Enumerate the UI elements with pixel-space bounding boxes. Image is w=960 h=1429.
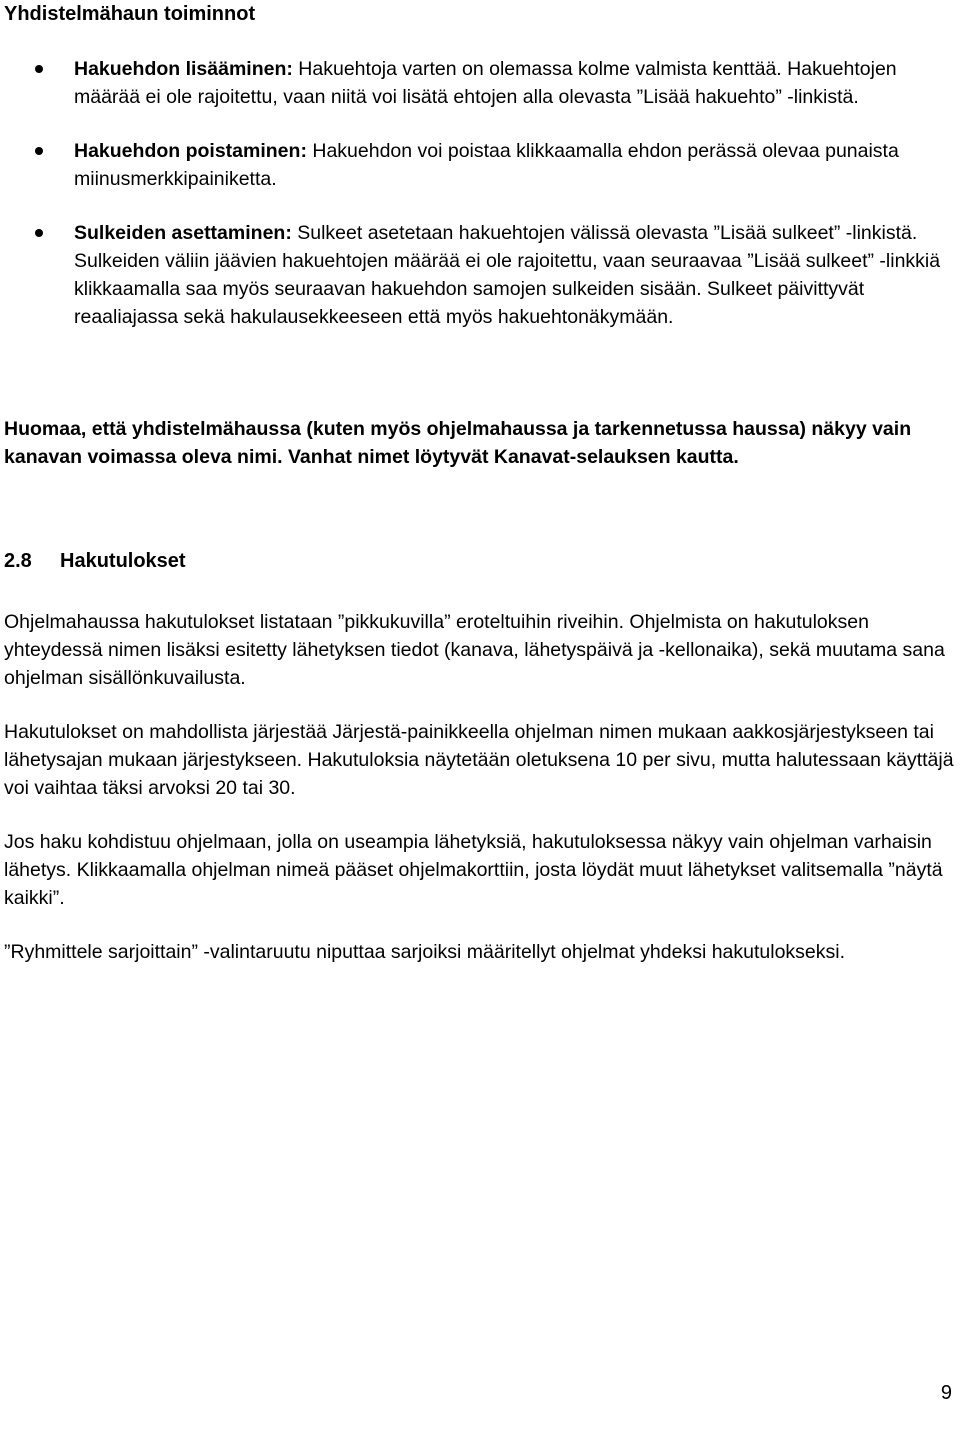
- document-page: [4, 0, 956, 1429]
- body-paragraph: ”Ryhmittele sarjoittain” -valintaruutu niputtaa sarjoiksi määritellyt ohjelmat yhdeksi hakutulokseksi.: [4, 941, 846, 963]
- body-paragraph: Jos haku kohdistuu ohjelmaan, jolla on useampia lähetyksiä, hakutuloksessa näkyy vain ohjelman varhaisin lähetys. Klikkaamalla ohjelman nimeä pääset ohjelmakorttiin, josta löydät muut lähetykset valitsemalla ”näytä kaikki”.: [4, 831, 943, 909]
- bullet-term: Sulkeiden asettaminen:: [74, 222, 292, 244]
- bullet-text: Hakuehtoja varten on olemassa kolme valmista kenttää. Hakuehtojen määrää ei ole rajoitettu, vaan niitä voi lisätä ehtojen alla olevasta ”Lisää hakuehto” -linkistä.: [74, 58, 897, 108]
- body-paragraph: Hakutulokset on mahdollista järjestää Järjestä-painikkeella ohjelman nimen mukaan aakkosjärjestykseen tai lähetysajan mukaan järjestykseen. Hakutuloksia näytetään oletuksena 10 per sivu, mutta halutessaan käyttäjä voi vaihtaa täksi arvoksi 20 tai 30.: [4, 721, 954, 799]
- section-number: 2.8: [4, 550, 32, 572]
- list-item: [4, 137, 956, 193]
- bullet-icon: [35, 229, 43, 237]
- section-title: Hakutulokset: [60, 550, 186, 572]
- note-paragraph: Huomaa, että yhdistelmähaussa (kuten myös ohjelmahaussa ja tarkennetussa haussa) näkyy vain kanavan voimassa oleva nimi. Vanhat nimet löytyvät Kanavat-selauksen kautta.: [4, 418, 912, 468]
- section-heading: [4, 548, 186, 574]
- body-paragraph: Ohjelmahaussa hakutulokset listataan ”pikkukuvilla” eroteltuihin riveihin. Ohjelmista on hakutuloksen yhteydessä nimen lisäksi esitetty lähetyksen tiedot (kanava, lähetyspäivä ja -kellonaika), sekä muutama sana ohjelman sisällönkuvailusta.: [4, 611, 945, 689]
- bullet-icon: [35, 65, 43, 73]
- bullet-text: Hakuehdon voi poistaa klikkaamalla ehdon perässä olevaa punaista miinusmerkkipainiketta.: [74, 140, 899, 190]
- bullet-term: Hakuehdon poistaminen:: [74, 140, 307, 162]
- bullet-icon: [35, 147, 43, 155]
- bullet-text: Sulkeet asetetaan hakuehtojen välissä olevasta ”Lisää sulkeet” -linkistä. Sulkeiden väliin jäävien hakuehtojen määrää ei ole rajoitettu, vaan seuraavaa ”Lisää sulkeet” -linkkiä klikkaamalla saa myös seuraavan hakuehdon samojen sulkeiden sisään. Sulkeet päivittyvät reaaliajassa sekä hakulausekkeeseen että myös hakuehtonäkymään.: [74, 222, 941, 328]
- page-heading: Yhdistelmähaun toiminnot: [4, 3, 256, 25]
- feature-list: [4, 55, 956, 331]
- list-item: [4, 55, 956, 111]
- bullet-term: Hakuehdon lisääminen:: [74, 58, 293, 80]
- list-item: [4, 219, 956, 331]
- page-number: 9: [940, 1382, 952, 1404]
